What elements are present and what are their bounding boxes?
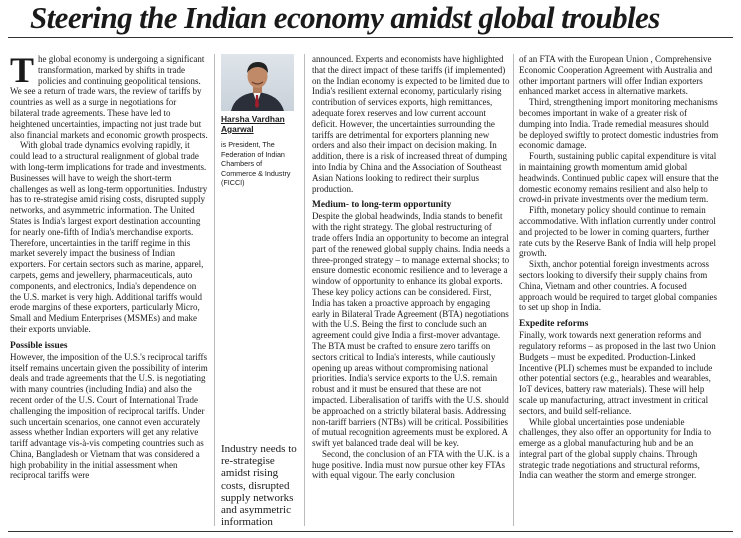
article-column-1 [10, 50, 208, 481]
headline: Steering the Indian economy amidst global troubles [30, 0, 660, 35]
author-column [221, 54, 296, 188]
column-divider [214, 54, 215, 526]
top-rule [8, 37, 733, 38]
paragraph: Despite the global headwinds, India stands to benefit with the right strategy. The global restructuring of trade offers India an opportunity to become an integral part of the renewed global supply chains. India needs a three-pronged strategy – to manage external shocks; to ensure domestic economic resilience and to leverage a window of opportunity to enhance its global exports. These key policy actions can be considered. First, India has taken a proactive approach by engaging early in Bilateral Trade Agreement (BTA) negotiations with the U.S. Being the first to conclude such an agreement could give India a first-mover advantage. The BTA must be crafted to ensure zero tariffs on sectors critical to India's interests, while cautiously opening up areas without compromising national priorities. India's service exports to the U.S. remain robust and it must be ensured that these are not impacted. Liberalisation of tariffs with the U.S. should be approached on a strictly bilateral basis. Addressing non-tariff barriers (NTBs) will be critical. Possibilities of mutual recognition agreements must be explored. A swift yet balanced trade deal will be key. [312, 211, 510, 449]
paragraph: However, the imposition of the U.S.'s reciprocal tariffs itself remains uncertain given the possibility of interim deals and trade agreements that the U.S. is negotiating with many countries (including India) and also the recent order of the U.S. Court of International Trade challenging the imposition of reciprocal tariffs. Under such uncertain scenarios, one cannot even accurately assess whether Indian exporters will get any relative tariff advantage vis-à-vis competing countries such as China, Bangladesh or Vietnam that was considered a high probability in the initial assessment when reciprocal tariffs were [10, 351, 208, 481]
paragraph: Second, the conclusion of an FTA with the U.K. is a huge positive. India must now pursue other key FTAs with equal vigour. The early conclusion [312, 448, 510, 481]
paragraph [10, 50, 208, 140]
paragraph: Third, strengthening import monitoring mechanisms becomes important in wake of a greater risk of dumping into India. Trade remedial measures should be deployed swiftly to protect domestic industries from economic damage. [519, 97, 719, 151]
paragraph: Fourth, sustaining public capital expenditure is vital in maintaining growth momentum amid global headwinds. Continued public capex will ensure that the domestic economy remains resilient and also help to crowd-in private investments over the medium term. [519, 151, 719, 205]
column-divider [304, 54, 305, 526]
pull-quote: Industry needs to re-strategise amidst rising costs, disrupted supply networks and asymmetric information [221, 443, 297, 529]
paragraph: of an FTA with the European Union , Comprehensive Economic Cooperation Agreement with Australia and other important partners will offer Indian exporters enhanced market access in alternative markets. [519, 54, 713, 97]
paragraph: announced. Experts and economists have highlighted that the direct impact of these tariffs (if implemented) on the Indian economy is expected to be limited due to India's resilient external economy, particularly rising contribution of services exports, high remittances, adequate forex reserves and low current account deficit. However, the uncertainties surrounding the tariffs are detrimental for exporters planning new orders and also their impact on decision making. In addition, there is a risk of increased threat of dumping into India by China and the Association of Southeast Asian Nations looking to redirect their surplus production. [312, 54, 510, 194]
article-column-4 [519, 54, 719, 481]
dropcap: T [10, 50, 35, 90]
article-column-3 [312, 54, 510, 481]
paragraph: Fifth, monetary policy should continue to remain accommodative. With inflation currently under control and projected to be lower in coming quarters, further rate cuts by the Reserve Bank of India will help propel growth. [519, 205, 716, 259]
paragraph: With global trade dynamics evolving rapidly, it could lead to a structural realignment of global trade with long-term implications for trade and investments. Businesses will have to weigh the short-term challenges as well as long-term opportunities. Industry has to re-strategise amid rising costs, disrupted supply networks, and asymmetric information. The United States is India's largest export destination accounting for nearly one-fifth of India's merchandise exports. Therefore, uncertainties in the tariff regime in this market severely impact the business of Indian exporters. For certain sectors such as marine, apparel, carpets, gems and jewellery, pharmaceuticals, auto components, and electronics, India's dependence on the U.S. market is very high. Additional tariffs would erode margins of these exporters, particularly Micro, Small and Medium Enterprises (MSMEs) and make their exports unviable. [10, 140, 208, 334]
paragraph: Sixth, anchor potential foreign investments across sectors looking to diversify their supply chains from China, Vietnam and other countries. A focused approach would be required to target global companies to set up shop in India. [519, 259, 718, 313]
author-name[interactable]: Harsha Vardhan Agarwal [221, 114, 285, 134]
author-photo [221, 54, 294, 111]
author-description: is President, The Federation of Indian Chambers of Commerce & Industry (FICCI) [221, 140, 291, 188]
bottom-rule [8, 531, 733, 532]
subheading: Possible issues [10, 340, 68, 351]
paragraph-text: he global economy is undergoing a significant transformation, marked by shifts in trade policies and continuing geopolitical tensions. We see a return of trade wars, the review of tariffs by countries as well as a surge in negotiations for bilateral trade agreements. These have led to heightened uncertainties, impacting not just trade but also financial markets and economic growth prospects. [10, 54, 208, 140]
paragraph: Finally, work towards next generation reforms and regulatory reforms – as proposed in the last two Union Budgets – must be expedited. Production-Linked Incentive (PLI) schemes must be expanded to include other potential sectors (e.g., hearables and wearables, IoT devices, battery raw materials). These will help scale up manufacturing, attract investment in critical sectors, and build self-reliance. [519, 330, 716, 416]
subheading: Medium- to long-term opportunity [312, 200, 452, 211]
column-divider [513, 54, 514, 526]
author-portrait-icon [221, 54, 294, 111]
paragraph: While global uncertainties pose undeniable challenges, they also offer an opportunity for India to emerge as a global manufacturing hub and be an integral part of the global supply chains. Through strategic trade negotiations and structural reforms, India can weather the storm and emerge stronger. [519, 416, 712, 481]
subheading: Expedite reforms [519, 319, 589, 330]
